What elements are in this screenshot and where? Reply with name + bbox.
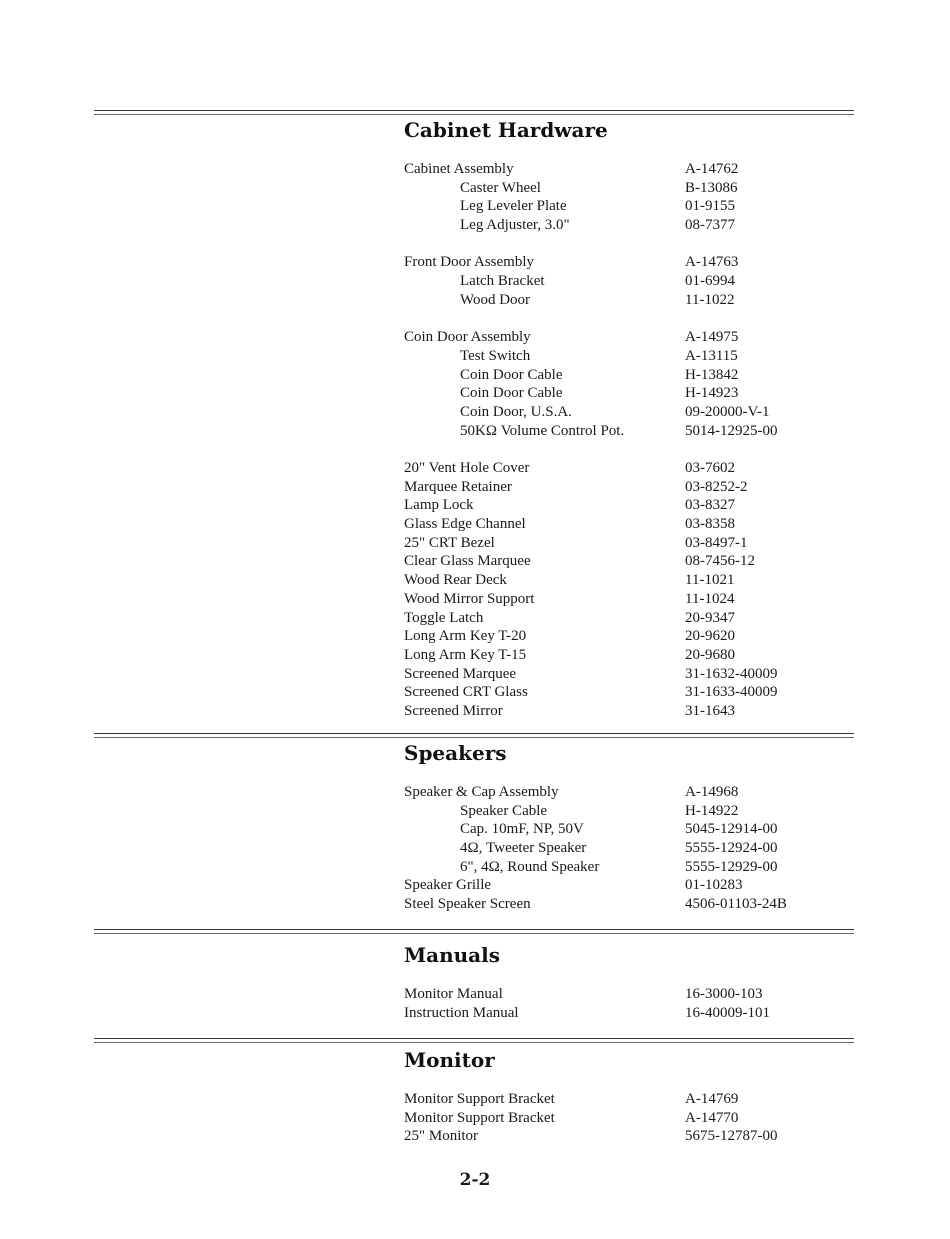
parts-list-row (404, 590, 824, 609)
parts-list-row (404, 291, 824, 310)
part-description: Screened CRT Glass (404, 684, 528, 701)
part-number: 03-8252-2 (685, 478, 748, 495)
parts-list-row (404, 702, 824, 721)
parts-list-row (404, 496, 824, 515)
parts-list-row (404, 683, 824, 702)
parts-list-row (404, 839, 824, 858)
part-number: 5675-12787-00 (685, 1128, 778, 1145)
part-number: A-14769 (685, 1091, 739, 1107)
part-number: 16-3000-103 (685, 986, 763, 1002)
part-number: 03-8358 (685, 516, 735, 533)
parts-list-row (404, 895, 824, 914)
group-spacer (404, 310, 824, 329)
part-number: 31-1632-40009 (685, 665, 778, 682)
part-number: A-14762 (685, 161, 739, 177)
part-description: Cap. 10mF, NP, 50V (460, 821, 584, 838)
part-description: Clear Glass Marquee (404, 553, 531, 570)
part-number: 5045-12914-00 (685, 821, 778, 838)
section-rule (94, 110, 854, 116)
part-description: 50KΩ Volume Control Pot. (460, 422, 625, 439)
part-number: 03-7602 (685, 460, 735, 476)
part-number: 03-8497-1 (685, 534, 748, 551)
part-number: H-14922 (685, 802, 739, 819)
part-description: Monitor Support Bracket (404, 1091, 555, 1107)
part-description: Screened Marquee (404, 665, 517, 682)
part-number: 11-1022 (685, 291, 735, 308)
part-description: Speaker & Cap Assembly (404, 784, 559, 800)
part-description: Glass Edge Channel (404, 516, 526, 533)
part-number: A-14968 (685, 784, 739, 800)
part-description: Latch Bracket (460, 273, 545, 290)
part-description: Test Switch (460, 347, 531, 364)
part-number: 20-9620 (685, 628, 735, 645)
parts-list-row (404, 627, 824, 646)
part-description: Caster Wheel (460, 179, 541, 196)
part-number: 01-6994 (685, 273, 735, 290)
parts-list-row (404, 403, 824, 422)
part-description: Toggle Latch (404, 609, 484, 626)
part-number: 08-7456-12 (685, 553, 755, 570)
part-description: Screened Mirror (404, 702, 503, 719)
part-number: 03-8327 (685, 497, 735, 514)
parts-list-row (404, 366, 824, 385)
page-number: 2-2 (459, 1170, 491, 1190)
parts-list-row (404, 1127, 824, 1146)
parts-list-row (404, 552, 824, 571)
parts-list-row (404, 515, 824, 534)
parts-list-row (404, 783, 824, 802)
part-description: 20" Vent Hole Cover (404, 460, 530, 476)
part-description: Cabinet Assembly (404, 161, 514, 177)
part-description: Coin Door Assembly (404, 329, 531, 346)
section-rule (94, 733, 854, 739)
parts-list-row (404, 347, 824, 366)
part-description: Leg Adjuster, 3.0" (460, 217, 570, 234)
part-description: Speaker Cable (460, 802, 548, 819)
parts-list-row (404, 876, 824, 895)
part-description: Coin Door Cable (460, 385, 563, 402)
part-number: 31-1643 (685, 702, 735, 719)
part-description: 25" CRT Bezel (404, 534, 495, 551)
part-description: Long Arm Key T-15 (404, 646, 527, 663)
part-number: A-13115 (685, 347, 738, 364)
parts-list-row (404, 820, 824, 839)
part-description: 4Ω, Tweeter Speaker (460, 840, 587, 857)
part-number: 11-1021 (685, 572, 735, 589)
part-description: Wood Mirror Support (404, 590, 535, 607)
section-speakers (404, 741, 824, 914)
part-description: Monitor Manual (404, 986, 503, 1002)
part-description: Coin Door, U.S.A. (460, 403, 572, 420)
part-number: H-13842 (685, 366, 739, 383)
part-number: 5555-12929-00 (685, 858, 778, 875)
section-heading: Manuals (404, 943, 500, 967)
parts-list-row (404, 985, 824, 1004)
parts-list-row (404, 197, 824, 216)
part-description: Wood Door (460, 291, 531, 308)
section-manuals (404, 943, 824, 1022)
parts-list-row (404, 384, 824, 403)
part-description: Wood Rear Deck (404, 572, 507, 589)
parts-list-row (404, 422, 824, 441)
part-number: 5555-12924-00 (685, 840, 778, 857)
parts-list-row (404, 216, 824, 235)
part-description: Monitor Support Bracket (404, 1109, 555, 1126)
part-number: 09-20000-V-1 (685, 403, 770, 420)
parts-list-row (404, 609, 824, 628)
part-number: 01-9155 (685, 198, 735, 215)
part-description: Marquee Retainer (404, 478, 512, 495)
parts-list-row (404, 253, 824, 272)
part-number: B-13086 (685, 179, 738, 196)
parts-list-row (404, 802, 824, 821)
parts-list-row (404, 179, 824, 198)
section-rule (94, 929, 854, 935)
parts-list-row (404, 1109, 824, 1128)
section-rule (94, 1038, 854, 1044)
part-description: Lamp Lock (404, 497, 474, 514)
parts-list-row (404, 646, 824, 665)
part-number: 20-9680 (685, 646, 735, 663)
part-description: Steel Speaker Screen (404, 896, 531, 913)
part-number: 11-1024 (685, 590, 735, 607)
part-description: 25" Monitor (404, 1128, 479, 1145)
section-heading: Monitor (404, 1048, 495, 1072)
parts-list-row (404, 1004, 824, 1023)
part-number: A-14770 (685, 1109, 739, 1126)
part-number: A-14975 (685, 329, 739, 346)
part-number: 01-10283 (685, 877, 743, 894)
parts-list-row (404, 665, 824, 684)
part-number: 20-9347 (685, 609, 735, 626)
part-number: 5014-12925-00 (685, 422, 778, 439)
section-heading: Cabinet Hardware (404, 118, 608, 142)
parts-list-row (404, 478, 824, 497)
part-number: 08-7377 (685, 217, 735, 234)
parts-list-row (404, 571, 824, 590)
part-number: H-14923 (685, 385, 739, 402)
part-number: 4506-01103-24B (685, 896, 787, 913)
part-description: Leg Leveler Plate (460, 198, 567, 215)
section-cabinet-hardware (404, 118, 824, 721)
group-spacer (404, 440, 824, 459)
part-number: 16-40009-101 (685, 1004, 770, 1021)
group-spacer (404, 235, 824, 254)
part-description: Long Arm Key T-20 (404, 628, 527, 645)
section-monitor (404, 1048, 824, 1146)
part-description: Front Door Assembly (404, 254, 535, 271)
parts-list-row (404, 1090, 824, 1109)
parts-list-row (404, 160, 824, 179)
part-description: Instruction Manual (404, 1004, 519, 1021)
parts-list-row (404, 534, 824, 553)
part-description: Coin Door Cable (460, 366, 563, 383)
part-description: 6", 4Ω, Round Speaker (460, 858, 600, 875)
section-heading: Speakers (404, 741, 507, 765)
part-number: 31-1633-40009 (685, 684, 778, 701)
parts-list-row (404, 459, 824, 478)
parts-list-row (404, 328, 824, 347)
parts-list-row (404, 272, 824, 291)
parts-list-row (404, 858, 824, 877)
part-description: Speaker Grille (404, 877, 492, 894)
part-number: A-14763 (685, 254, 739, 271)
